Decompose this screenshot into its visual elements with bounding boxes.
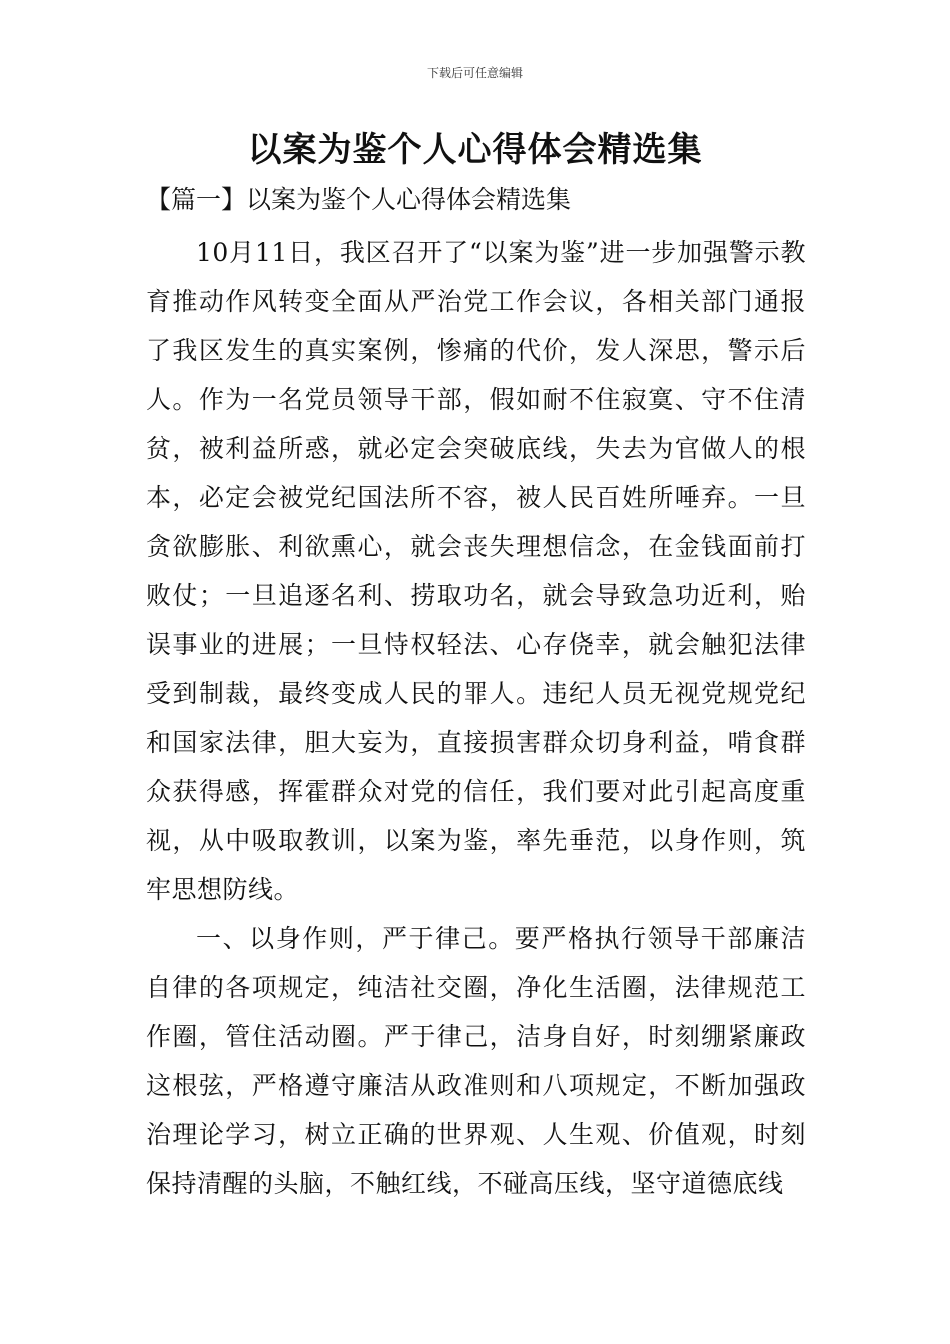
document-body xyxy=(146,228,806,1208)
paragraph-2: 一、以身作则，严于律己。要严格执行领导干部廉洁自律的各项规定，纯洁社交圈，净化生活圈，法律规范工作圈，管住活动圈。严于律己，洁身自好，时刻绷紧廉政这根弦，严格遵守廉洁从政准则和八项规定，不断加强政治理论学习，树立正确的世界观、人生观、价值观，时刻保持清醒的头脑，不触红线，不碰高压线，坚守道德底线 xyxy=(146,924,806,1198)
section-heading: 【篇一】以案为鉴个人心得体会精选集 xyxy=(146,185,572,214)
paragraph-1: 10月11日，我区召开了“以案为鉴”进一步加强警示教育推动作风转变全面从严治党工作会议，各相关部门通报了我区发生的真实案例，惨痛的代价，发人深思，警示后人。作为一名党员领导干部，假如耐不住寂寞、守不住清贫，被利益所惑，就必定会突破底线，失去为官做人的根本，必定会被党纪国法所不容，被人民百姓所唾弃。一旦贪欲膨胀、利欲熏心，就会丧失理想信念，在金钱面前打败仗；一旦追逐名利、捞取功名，就会导致急功近利，贻误事业的进展；一旦恃权轻法、心存侥幸，就会触犯法律受到制裁，最终变成人民的罪人。违纪人员无视党规党纪和国家法律，胆大妄为，直接损害群众切身利益，啃食群众获得感，挥霍群众对党的信任，我们要对此引起高度重视，从中吸取教训，以案为鉴，率先垂范，以身作则，筑牢思想防线。 xyxy=(146,238,806,904)
header-note: 下载后可任意编辑 xyxy=(426,66,523,80)
document-title: 以案为鉴个人心得体会精选集 xyxy=(247,130,703,170)
